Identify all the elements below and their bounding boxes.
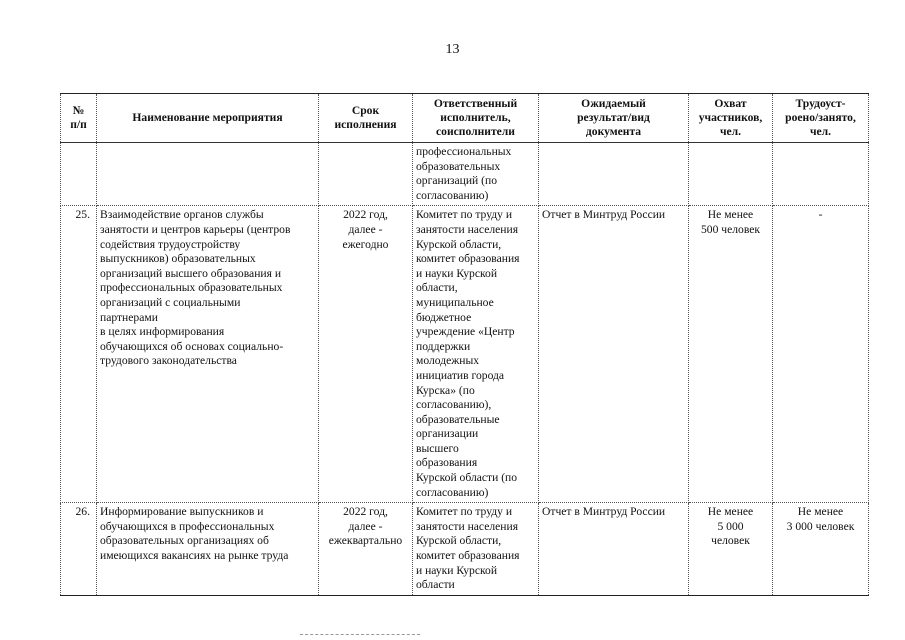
header-name: Наименование мероприятия	[97, 94, 319, 143]
cell-coverage: Не менее 5 000 человек	[689, 503, 773, 596]
cell-employed: Не менее 3 000 человек	[773, 503, 869, 596]
table-row	[61, 503, 869, 596]
cell-responsible: Комитет по труду и занятости населения Курской области, комитет образования и науки Курской области	[413, 503, 539, 596]
activities-table	[60, 93, 869, 596]
cell-deadline: 2022 год, далее - ежегодно	[319, 206, 413, 503]
cell-name: Взаимодействие органов службы занятости и центров карьеры (центров содействия трудоустройству выпускников) образовательных организаций высшего образования и профессиональных образовательных организаций с социальными партнерами в целях информирования обучающихся об основах социально- трудового законодательства	[97, 206, 319, 503]
cell-responsible: Комитет по труду и занятости населения Курской области, комитет образования и науки Курской области, муниципальное бюджетное учреждение «Центр поддержки молодежных инициатив города Курска» (по согласованию), образовательные организации высшего образования Курской области (по согласованию)	[413, 206, 539, 503]
cell-coverage: Не менее 500 человек	[689, 206, 773, 503]
cell-result	[539, 143, 689, 206]
header-result: Ожидаемый результат/вид документа	[539, 94, 689, 143]
cell-coverage	[689, 143, 773, 206]
cell-responsible: профессиональных образовательных организаций (по согласованию)	[413, 143, 539, 206]
cell-num: 25.	[61, 206, 97, 503]
cell-employed	[773, 143, 869, 206]
cell-deadline	[319, 143, 413, 206]
cell-deadline: 2022 год, далее - ежеквартально	[319, 503, 413, 596]
table-row-continuation	[61, 143, 869, 206]
table-row	[61, 206, 869, 503]
scan-artifact-line	[300, 634, 420, 637]
page-number: 13	[445, 42, 460, 57]
header-deadline: Срок исполнения	[319, 94, 413, 143]
header-employed: Трудоуст- роено/занято, чел.	[773, 94, 869, 143]
cell-result: Отчет в Минтруд России	[539, 206, 689, 503]
table-header-row	[61, 94, 869, 143]
cell-name	[97, 143, 319, 206]
header-num: № п/п	[61, 94, 97, 143]
cell-num: 26.	[61, 503, 97, 596]
cell-employed: -	[773, 206, 869, 503]
header-coverage: Охват участников, чел.	[689, 94, 773, 143]
header-responsible: Ответственный исполнитель, соисполнители	[413, 94, 539, 143]
cell-num	[61, 143, 97, 206]
cell-result: Отчет в Минтруд России	[539, 503, 689, 596]
cell-name: Информирование выпускников и обучающихся в профессиональных образовательных организациях об имеющихся вакансиях на рынке труда	[97, 503, 319, 596]
